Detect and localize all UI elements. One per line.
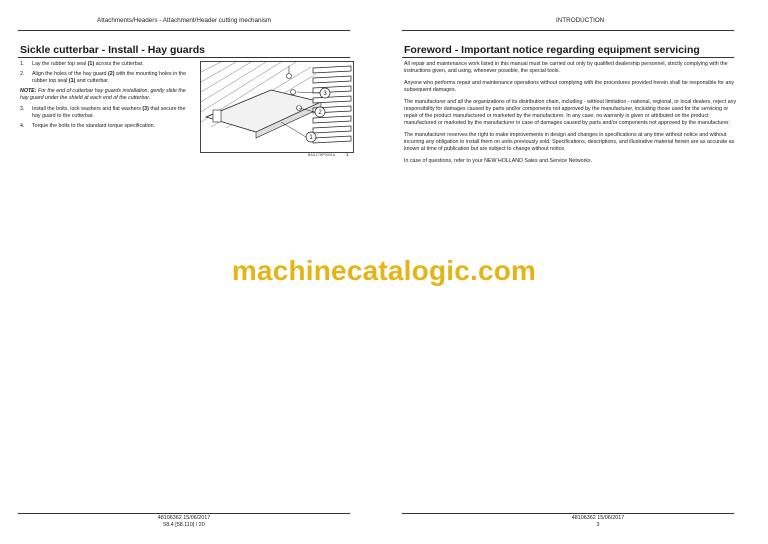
page-number: 3 [596,522,600,528]
page-number: 58.4 [58.110] / 20 [163,522,205,528]
section-title: Foreword - Important notice regarding equipment servicing [404,44,700,56]
page-footer [548,515,648,529]
paragraph: The manufacturer reserves the right to make improvements in design and changes in specifications at any time without notice and without incurring any obligation to install them on units previously sold. Specifications, descriptions, and illustrative material herein are as accurate as known at time of publication but are subject to change without notice. [404,132,735,152]
note [20,88,194,102]
step-text: Lay the rubber top seal (1) across the cutterbar. [32,61,144,67]
doc-number: 48106362 15/06/2017 [571,515,625,521]
title-rule [18,57,350,58]
callout-2: 2 [318,110,322,116]
footer-rule [18,513,350,514]
step-text: Install the bolts, lock washers and flat washers (3) that secure the hay guard to the cutterbar. [32,106,186,119]
step-item: 4. Torque the bolts to the standard torque specification. [20,123,194,130]
figure-code: BAIL17HP0001A [308,153,336,157]
cutterbar-illustration [200,61,354,153]
paragraph: In case of questions, refer to your NEW HOLLAND Sales and Service Networks. [404,158,593,164]
paragraph: Anyone who performs repair and maintenance operations without complying with the procedures provided herein shall be responsible for any subsequent damages. [404,80,735,93]
title-rule [402,57,734,58]
footer-rule [402,513,734,514]
header-rule [402,30,734,31]
section-title: Sickle cutterbar - Install - Hay guards [20,44,205,56]
step-item: 2. Align the holes of the hay guard (2) with the mounting holes in the rubber top seal (1) and cutterbar. [20,71,194,85]
step-item: 3. Install the bolts, lock washers and flat washers (3) that secure the hay guard to the cutterbar. [20,106,194,120]
paragraph: The manufacturer and all the organizations of its distribution chain, including - without limitation - national, regional, or local dealers, reject any responsibility for damages caused by parts and/or components not approved by the manufacturer, including those used for the servicing or repair of the product manufactured or marketed by the manufacturer. In any case, no warranty is given or attributed on the product manufactured or marketed by the manufacturer in case of damages caused by parts and/or components not approved by the manufacturer. [404,99,737,126]
running-header: INTRODUCTION [556,17,605,24]
cutterbar-drawing [201,62,353,152]
note-label: NOTE: [20,88,37,94]
callout-3: 3 [323,91,327,97]
paragraph: All repair and maintenance work listed in this manual must be carried out only by qualified dealership personnel, strictly complying with the instructions given, and using, whenever possible, the special tools. [404,61,728,74]
step-item: 1. Lay the rubber top seal (1) across the cutterbar. [20,61,194,68]
callout-1: 1 [309,135,313,141]
figure-number: 1 [346,152,349,157]
instruction-steps [20,61,194,133]
step-text: Align the holes of the hay guard (2) with the mounting holes in the rubber top seal (1) and cutterbar. [32,71,187,84]
foreword-text [404,61,739,170]
running-header: Attachments/Headers - Attachment/Header cutting mechanism [97,17,272,24]
step-text: Torque the bolts to the standard torque specification. [32,123,156,129]
page-footer [134,515,234,529]
doc-number: 48106362 15/06/2017 [157,515,211,521]
watermark: machinecatalogic.com [231,255,537,286]
note-text: For the end of cutterbar hay guards installation, gently slide the hay guard under the shield at each end of the cutterbar. [20,88,186,101]
header-rule [18,30,350,31]
